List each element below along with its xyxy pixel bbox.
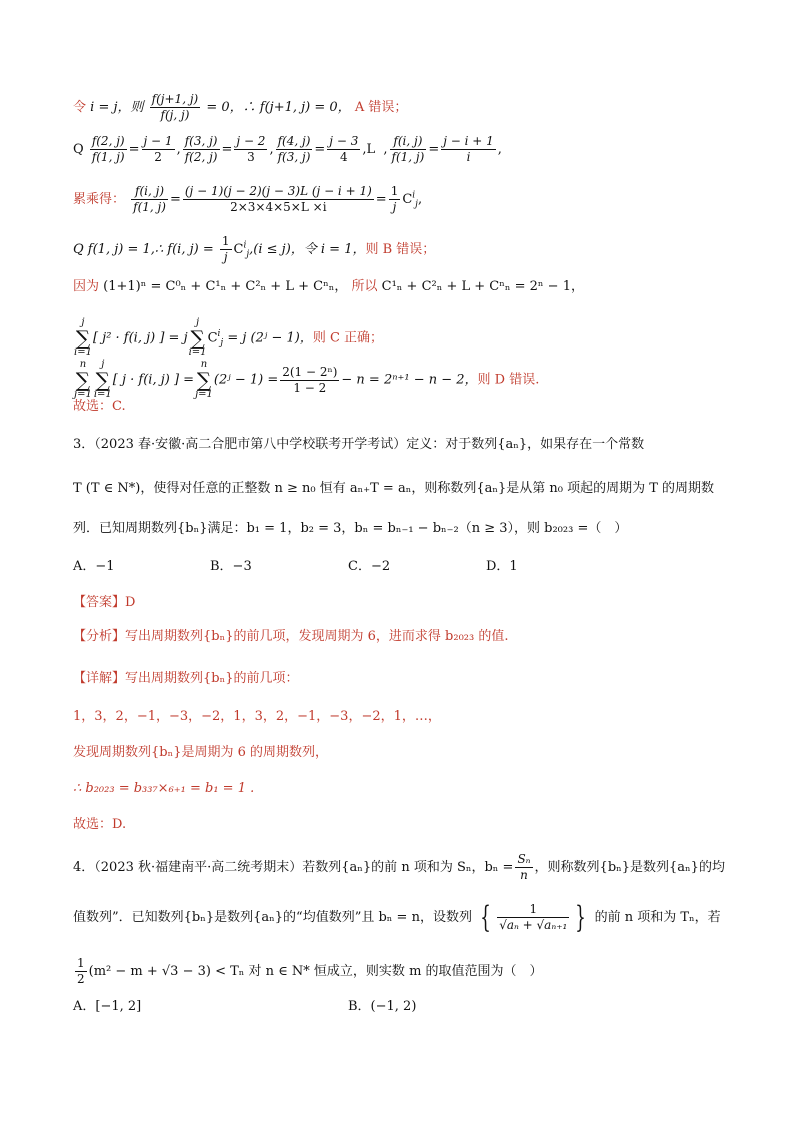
fraction [497, 902, 569, 933]
numerator: Sₙ [517, 852, 531, 866]
question-text: 的前 n 项和为 Tₙ，若 [594, 910, 721, 925]
sequence-terms: 1，3，2，−1，−3，−2，1，3，2，−1，−3，−2，1，…， [73, 709, 441, 724]
option-b: B．−3 [210, 559, 252, 574]
verdict: 则 C 正确； [312, 330, 384, 346]
result-statement: ∴ b₂₀₂₃ = b₃₃₇×₆₊₁ = b₁ = 1 . [73, 781, 255, 796]
fraction [150, 92, 201, 123]
solution-line-d-wrong [73, 360, 539, 400]
text: ,(i ≤ j)，令 i = 1， [249, 242, 366, 257]
numerator: 2(1 − 2ⁿ) [282, 364, 338, 379]
left-brace: { [480, 899, 491, 935]
numerator: f(3, j) [184, 134, 218, 148]
question-text: ，则称数列{bₙ}是数列{aₙ}的均 [534, 860, 725, 875]
denominator: 2 [154, 150, 162, 164]
analysis-line [73, 628, 508, 646]
numerator: (j − 1)(j − 2)(j − 3)L (j − i + 1) [184, 184, 372, 198]
question-source: （2023 秋·福建南平·高二统考期末） [94, 860, 303, 875]
denominator: 2 [77, 972, 85, 986]
numerator: f(i, j) [390, 134, 427, 150]
solution-line-binomial [73, 278, 584, 296]
denominator: f(2, j) [184, 150, 218, 164]
detail-text: 写出周期数列{bₙ}的前几项： [125, 671, 299, 686]
text: (2ʲ − 1) = [213, 372, 279, 388]
denominator: 1 − 2 [293, 380, 327, 395]
text: = 0，∴ f(j+1, j) = 0， [206, 100, 351, 115]
option-c: C．−2 [348, 559, 391, 574]
text: Q [73, 142, 84, 157]
text: 因为 [73, 279, 100, 294]
question-source: （2023 春·安徽·高二合肥市第八中学校联考开学考试） [94, 437, 407, 452]
question-number: 3． [73, 437, 95, 452]
option-b: B．(−1, 2) [348, 999, 417, 1014]
numerator: 1 [221, 234, 230, 248]
fraction [515, 852, 532, 883]
question-text: (m² − m + √3 − 3) < Tₙ 对 n ∈ N* 恒成立，则实数 m 的取值范围为（ ） [88, 964, 543, 979]
choose-d: 故选：D. [73, 817, 127, 832]
numerator: j − 1 [143, 134, 173, 148]
numerator: 1 [390, 184, 399, 198]
analysis-text: 写出周期数列{bₙ}的前几项，发现周期为 6，进而求得 b₂₀₂₃ 的值. [125, 629, 509, 644]
fraction [183, 184, 374, 215]
denominator: f(1, j) [133, 200, 166, 214]
analysis-label: 【分析】 [73, 629, 126, 644]
question-3-line-2: T (T ∈ N*)，使得对任意的正整数 n ≥ n₀ 恒有 aₙ₊T = aₙ，则称数列{aₙ}是从第 n₀ 项起的周期为 T 的周期数 [73, 481, 715, 496]
fraction [390, 134, 427, 165]
fraction [276, 134, 313, 165]
choose-c: 故选：C. [73, 399, 126, 414]
option-a: A．−1 [73, 559, 115, 574]
fraction [220, 234, 232, 265]
denominator: f(3, j) [277, 150, 311, 164]
question-3-line-1 [73, 436, 644, 454]
question-text: 定义：对于数列{aₙ}，如果存在一个常数 [406, 437, 645, 452]
text: (1+1)ⁿ = C⁰ₙ + C¹ₙ + C²ₙ + L + Cⁿₙ， [103, 279, 348, 294]
verdict: 则 D 错误. [477, 372, 540, 388]
text: Q f(1, j) = 1,∴ f(i, j) = [73, 242, 214, 257]
solution-line-product: 累乘得： $\frac{f(i, j)}{f(1, j)}$ = $\frac{(j - 1)(j - 2)(j - 3)L (j - i + 1)}{2\times 3\times 4\times 5\times L \times i}$ = $\frac{1}{j}$ $C^i_j$, [73, 184, 423, 214]
fraction [90, 134, 127, 165]
denominator: 2×3×4×5×L ×i [230, 200, 327, 214]
verdict: A 错误； [354, 100, 408, 115]
denominator: n [520, 868, 528, 882]
text: ,L [362, 142, 376, 157]
question-3-line-3: 列．已知周期数列{bₙ}满足：b₁ = 1，b₂ = 3，bₙ = bₙ₋₁ − bₙ₋₂（n ≥ 3），则 b₂₀₂₃ =（ ） [73, 521, 628, 536]
text: [ j² · f(i, j) ] = j [92, 330, 188, 346]
answer-line [73, 594, 135, 612]
fraction [280, 365, 339, 396]
summation-symbol: n ∑ j=1 [195, 359, 213, 400]
question-4-line-1 [73, 852, 725, 883]
denominator: 3 [247, 150, 255, 164]
solution-line-ratios: Q $\frac{f(2, j)}{f(1, j)}$ = $\frac{j - 1}{2}$ , $\frac{f(3, j)}{f(2, j)}$ = $\frac{j - 2}{3}$ , $\frac{f(4, j)}{f(3, j)}$ = $\frac{j - 3}{4}$ ,L , $\frac{f(i, j)}{f(1, j)}$ = $\frac{j - i + 1}{i}$ , [73, 134, 502, 164]
fraction [389, 184, 401, 215]
summation-symbol: j ∑ i=1 [74, 317, 92, 358]
fraction [441, 134, 496, 165]
text: = j (2ʲ − 1)， [227, 330, 313, 346]
summation-symbol: j ∑ i=1 [188, 317, 207, 358]
text: i = j，则 [90, 100, 144, 115]
numerator: f(i, j) [131, 184, 168, 200]
question-4-line-3 [73, 956, 543, 987]
fraction [327, 134, 360, 165]
text: C [402, 192, 413, 207]
answer-value: D [125, 595, 136, 610]
denominator: √aₙ + √aₙ₊₁ [499, 918, 568, 932]
solution-line-b-wrong: Q f(1, j) = 1,∴ f(i, j) = $\frac{1}{j}$ $C^i_j,(i \le j)$，令 i = 1，则 B 错误； [73, 234, 436, 264]
period-statement: 发现周期数列{bₙ}是周期为 6 的周期数列， [73, 745, 329, 760]
numerator: j − i + 1 [443, 134, 494, 148]
detail-line [73, 670, 299, 688]
answer-label: 【答案】 [73, 595, 126, 610]
question-number: 4． [73, 860, 95, 875]
summation-symbol: j ∑ i=1 [93, 359, 112, 400]
fraction [75, 956, 87, 987]
denominator: j [392, 200, 397, 214]
denominator: 4 [340, 150, 348, 164]
fraction [234, 134, 267, 165]
right-brace: } [575, 899, 587, 935]
text: [ j · f(i, j) ] = [112, 372, 195, 388]
denominator: j [223, 250, 228, 264]
fraction [142, 134, 175, 165]
numerator: j − 2 [236, 134, 266, 148]
option-d: D．1 [486, 559, 518, 574]
question-4-line-2 [73, 899, 721, 935]
numerator: 1 [497, 902, 569, 918]
numerator: j − 3 [329, 134, 359, 148]
solution-line-c-correct: j ∑ i=1[ j² · f(i, j) ] = jj ∑ $i=1C^i_j = j$ (2ʲ − 1)，则 C 正确； [74, 317, 384, 358]
question-text: 若数列{aₙ}的前 n 项和为 Sₙ，bₙ = [302, 860, 514, 875]
option-a: A．[−1, 2] [73, 999, 142, 1014]
question-text: 值数列”．已知数列{bₙ}是数列{aₙ}的“均值数列”且 bₙ = n，设数列 [73, 910, 472, 925]
numerator: f(j+1, j) [151, 92, 199, 106]
text: 累乘得： [73, 192, 126, 207]
detail-label: 【详解】 [73, 671, 126, 686]
summation-symbol: n ∑ j=1 [74, 359, 92, 400]
numerator: 1 [77, 956, 85, 970]
solution-line-a-wrong [73, 92, 407, 123]
denominator: i [466, 150, 471, 164]
text: 令 [73, 100, 87, 115]
text: C [233, 242, 244, 257]
fraction [183, 134, 220, 165]
numerator: f(4, j) [277, 134, 311, 148]
denominator: f(1, j) [91, 150, 125, 164]
text: 所以 [351, 279, 378, 294]
denominator: f(j, j) [160, 108, 190, 122]
text: C¹ₙ + C²ₙ + L + Cⁿₙ = 2ⁿ − 1， [381, 279, 584, 294]
numerator: f(2, j) [91, 134, 125, 148]
text: − n = 2ⁿ⁺¹ − n − 2， [341, 372, 478, 388]
fraction [131, 184, 168, 215]
denominator: f(1, j) [391, 150, 425, 164]
verdict: 则 B 错误； [365, 242, 436, 257]
